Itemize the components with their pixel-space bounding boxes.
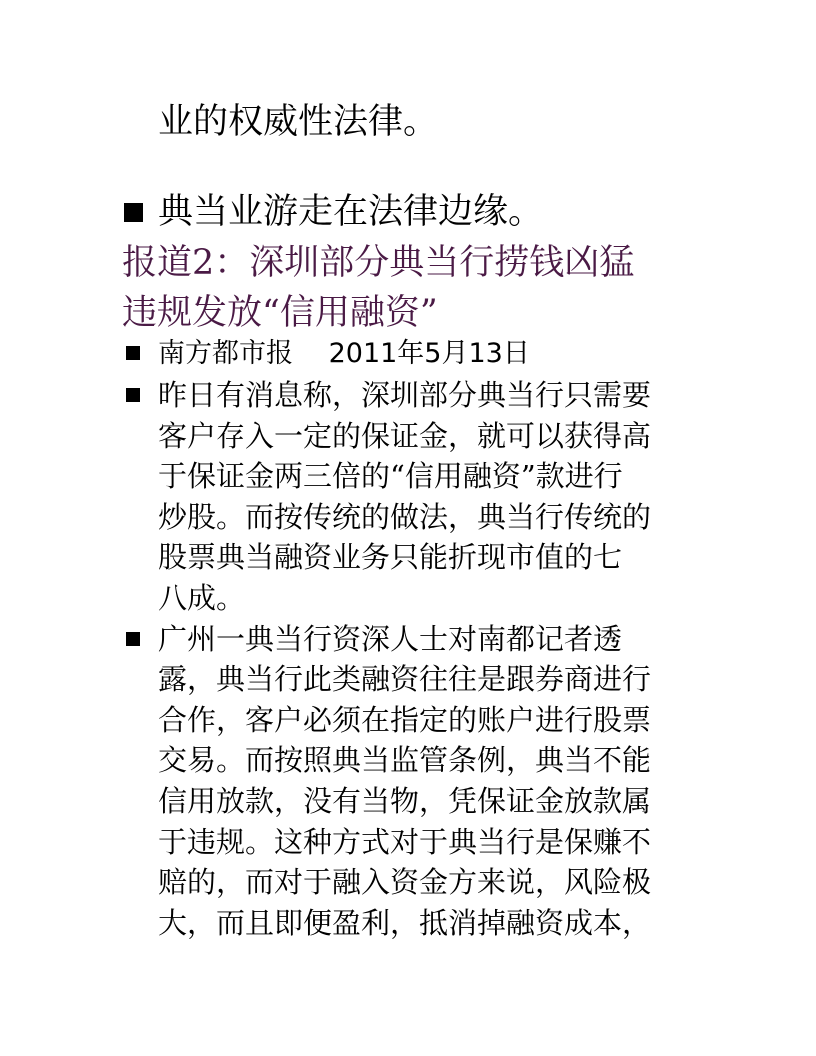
text-line: 于保证金两三倍的“信用融资”款进行 — [158, 459, 623, 494]
list-item-news-summary — [122, 375, 722, 619]
text-line: 八成。 — [158, 580, 246, 615]
list-item-insider-quote — [122, 619, 722, 944]
square-bullet-icon — [126, 632, 140, 646]
text-line: 交易。而按照典当监管条例，典当不能 — [158, 743, 652, 778]
text-line: 合作，客户必须在指定的账户进行股票 — [158, 702, 652, 737]
report-title — [122, 238, 722, 338]
continuation-text: 业的权威性法律。 — [158, 102, 439, 142]
bullet-list — [122, 333, 722, 943]
text-line: 炒股。而按传统的做法，典当行传统的 — [158, 499, 652, 534]
source-line: 南方都市报 2011年5月13日 — [158, 338, 530, 369]
list-item-source — [122, 333, 722, 375]
text-line: 广州一典当行资深人士对南都记者透 — [158, 621, 623, 656]
report-title-line-2: 违规发放“信用融资” — [122, 293, 438, 333]
text-line: 股票典当融资业务只能折现市值的七 — [158, 540, 623, 575]
text-line: 赔的，而对于融入资金方来说，风险极 — [158, 865, 652, 900]
report-title-line-1: 报道2：深圳部分典当行捞钱凶猛 — [122, 243, 635, 283]
text-line: 客户存入一定的保证金，就可以获得高 — [158, 418, 652, 453]
text-line: 昨日有消息称，深圳部分典当行只需要 — [158, 378, 652, 412]
square-bullet-icon — [126, 346, 140, 360]
text-line: 露，典当行此类融资往往是跟券商进行 — [158, 662, 652, 697]
text-line: 信用放款，没有当物，凭保证金放款属 — [158, 783, 652, 818]
text-line: 大，而且即便盈利，抵消掉融资成本， — [158, 905, 652, 940]
text-line: 于违规。这种方式对于典当行是保赚不 — [158, 824, 652, 859]
square-bullet-icon — [124, 203, 143, 222]
square-bullet-icon — [126, 388, 140, 402]
section-bullet-text: 典当业游走在法律边缘。 — [158, 192, 544, 232]
